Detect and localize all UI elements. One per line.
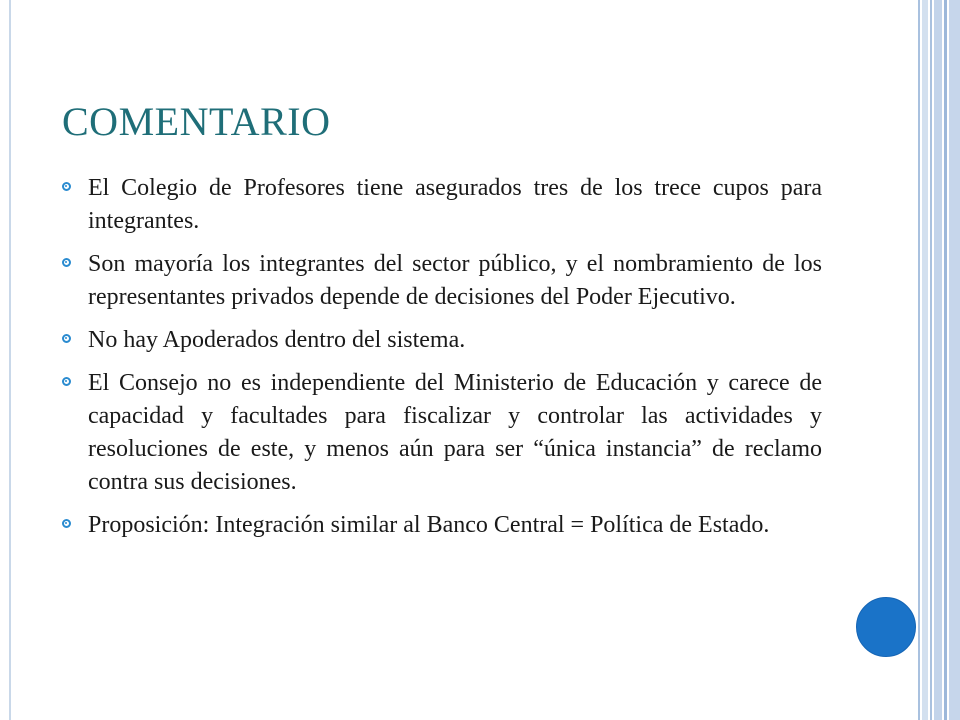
left-border-line — [9, 0, 11, 720]
bullet-item — [62, 172, 822, 238]
bullet-item — [62, 324, 822, 357]
bullet-icon — [62, 519, 71, 528]
right-stripe — [930, 0, 932, 720]
bullet-text: El Consejo no es independiente del Ministerio de Educación y carece de capacidad y facultades para fiscalizar y controlar las actividades y resoluciones de este, y menos aún para ser “única instancia” de reclamo contra sus decisiones. — [88, 370, 822, 495]
slide-title: COMENTARIO — [62, 99, 331, 144]
bullet-icon — [62, 258, 71, 267]
bullet-icon — [62, 182, 71, 191]
right-stripe — [934, 0, 942, 720]
bullet-list — [62, 172, 822, 552]
bullet-item — [62, 509, 822, 542]
bullet-item — [62, 367, 822, 499]
bullet-text: Son mayoría los integrantes del sector público, y el nombramiento de los representantes privados depende de decisiones del Poder Ejecutivo. — [88, 251, 822, 310]
decorative-circle — [856, 597, 916, 657]
right-stripe — [944, 0, 947, 720]
bullet-text: Proposición: Integración similar al Banco Central = Política de Estado. — [88, 512, 770, 538]
bullet-text: El Colegio de Profesores tiene asegurados tres de los trece cupos para integrantes. — [88, 175, 822, 234]
bullet-icon — [62, 334, 71, 343]
right-stripe — [922, 0, 928, 720]
bullet-text: No hay Apoderados dentro del sistema. — [88, 327, 466, 353]
right-stripe — [949, 0, 960, 720]
bullet-icon — [62, 377, 71, 386]
right-stripe — [918, 0, 920, 720]
bullet-item — [62, 248, 822, 314]
